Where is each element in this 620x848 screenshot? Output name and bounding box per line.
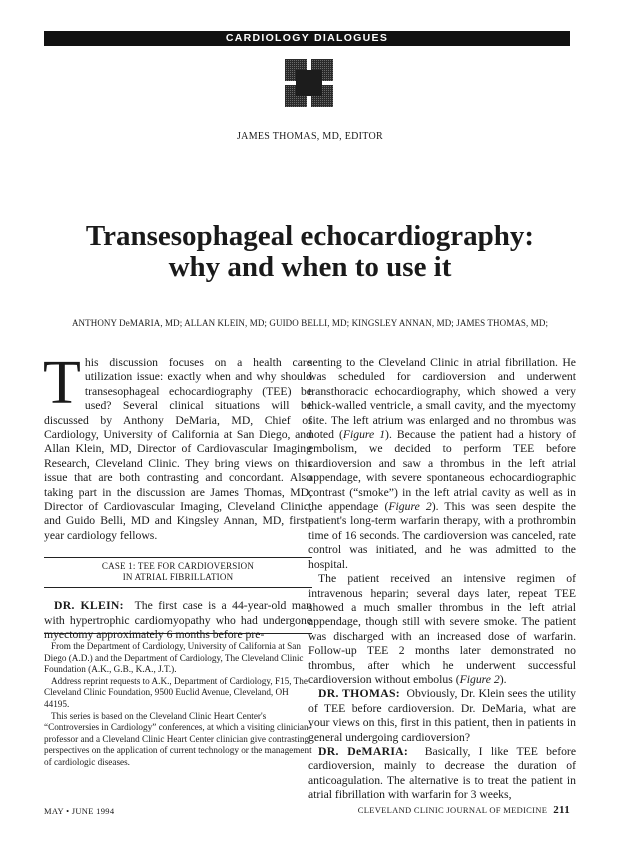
case-text-1a: senting to the Cleveland Clinic in atrial fibrillation. He was scheduled for cardioversion and underwent transthoracic echocardiography, which showed a very thick-walled ventricle, a small cavity, and the myectomy site. The left atrium was enlarged and no thrombus was noted ( xyxy=(308,356,576,442)
right-column xyxy=(308,356,576,803)
demaria-paragraph xyxy=(308,745,576,803)
case-text-2b: ). xyxy=(499,672,507,686)
title-line-1: Transesophageal echocardiography: xyxy=(85,220,535,252)
demaria-text: Basically, I like TEE before cardioversion, mainly to decrease the duration of anticoagulation. The alternative is to treat the patient in atrial fibrillation with warfarin for 3 weeks, xyxy=(308,744,577,802)
speaker-thomas: DR. THOMAS: xyxy=(318,687,400,701)
article-title xyxy=(40,221,580,283)
case-paragraph-2 xyxy=(308,572,576,687)
klein-text: The first case is a 44-year-old man with hypertrophic cardiomyopathy who had undergone myectomy approximately 6 months before pre- xyxy=(44,599,313,642)
figure-ref-2b: Figure 2 xyxy=(459,672,500,686)
thomas-text: Obviously, Dr. Klein sees the utility of TEE before cardioversion. Dr. DeMaria, what are your views on this, first in this patient, then in patients in general undergoing cardioversion? xyxy=(308,687,576,744)
journal-name: CLEVELAND CLINIC JOURNAL OF MEDICINE xyxy=(357,805,548,815)
case-paragraph-1 xyxy=(308,356,576,572)
editor-credit: JAMES THOMAS, MD, EDITOR xyxy=(236,131,383,142)
affiliation-footnote xyxy=(44,633,312,769)
page-number: 211 xyxy=(553,804,570,816)
case-heading-line-1: CASE 1: TEE FOR CARDIOVERSION xyxy=(101,561,255,572)
dialogue-mark-icon xyxy=(282,56,336,110)
title-line-2: why and when to use it xyxy=(168,251,452,283)
case-heading-line-2: IN ATRIAL FIBRILLATION xyxy=(122,572,234,583)
figure-ref-2: Figure 2 xyxy=(388,500,432,514)
speaker-klein: DR. KLEIN: xyxy=(54,599,124,613)
case-text-2a: The patient received an intensive regimen of intravenous heparin; several days later, repeat TEE showed a much smaller thrombus in the left atrial appendage, though still with severe smoke. The patient was discharged with an increased dose of warfarin. Follow-up TEE 2 months later demonstrated no thrombus, after which he underwent successful cardioversion without embolus ( xyxy=(308,572,576,686)
issue-date: MAY • JUNE 1994 xyxy=(44,806,115,816)
footnote-affiliation: From the Department of Cardiology, University of California at San Diego (A.D.) and the Department of Cardiology, The Cleveland Clinic Foundation (A.K., G.B., K.A., J.T.). xyxy=(44,641,304,675)
intro-text: his discussion focuses on a health care utilization issue: exactly when and why should transesophageal echocardiography (TEE) be used? Several clinical situations will be discussed by Anthony DeMaria, MD, Chief of Cardiology, University of California at San Diego, and Allan Klein, MD, Director of Cardiovascular Imaging Research, Cleveland Clinic. They bring views on this issue that are both contrasting and concordant. Also taking part in the discussion are James Thomas, MD, Director of Cardiovascular Imaging, Cleveland Clinic, and Guido Belli, MD and Kingsley Annan, MD, first-year cardiology fellows. xyxy=(44,356,312,542)
drop-cap: T xyxy=(43,349,81,417)
case-heading xyxy=(44,557,312,588)
figure-ref-1: Figure 1 xyxy=(342,428,386,442)
thomas-paragraph xyxy=(308,687,576,745)
footnote-series: This series is based on the Cleveland Clinic Heart Center's “Controversies in Cardiology” conferences, at which a visiting clinician-professor and a Cleveland Clinic Heart Center clinician give contrasting perspectives on the application of current technology or the management of cardiologic diseases. xyxy=(44,710,312,767)
speaker-demaria: DR. DeMARIA: xyxy=(318,744,409,758)
case-text-1b: ). Because the patient had a history of embolism, we decided to perform TEE before cardioversion and saw a thrombus in the left atrial appendage, with severe spontaneous echocardiographic contrast (“smoke”) in the left atrial cavity as well as in the appendage ( xyxy=(308,428,576,514)
left-column xyxy=(43,349,313,643)
author-list: ANTHONY DeMARIA, MD; ALLAN KLEIN, MD; GUIDO BELLI, MD; KINGSLEY ANNAN, MD; JAMES THOMAS, MD; xyxy=(71,318,549,328)
intro-paragraph xyxy=(43,349,312,543)
footnote-reprints: Address reprint requests to A.K., Department of Cardiology, F15, The Cleveland Clinic Foundation, 9500 Euclid Avenue, Cleveland, OH 44195. xyxy=(44,675,308,709)
case-text-1c: ). This was seen despite the patient's long-term warfarin therapy, with a prothrombin time of 16 seconds. The cardioversion was canceled, rate control was initiated, and he was admitted to the hospital. xyxy=(308,500,576,571)
section-banner: CARDIOLOGY DIALOGUES xyxy=(44,31,570,46)
journal-footer xyxy=(358,804,570,816)
